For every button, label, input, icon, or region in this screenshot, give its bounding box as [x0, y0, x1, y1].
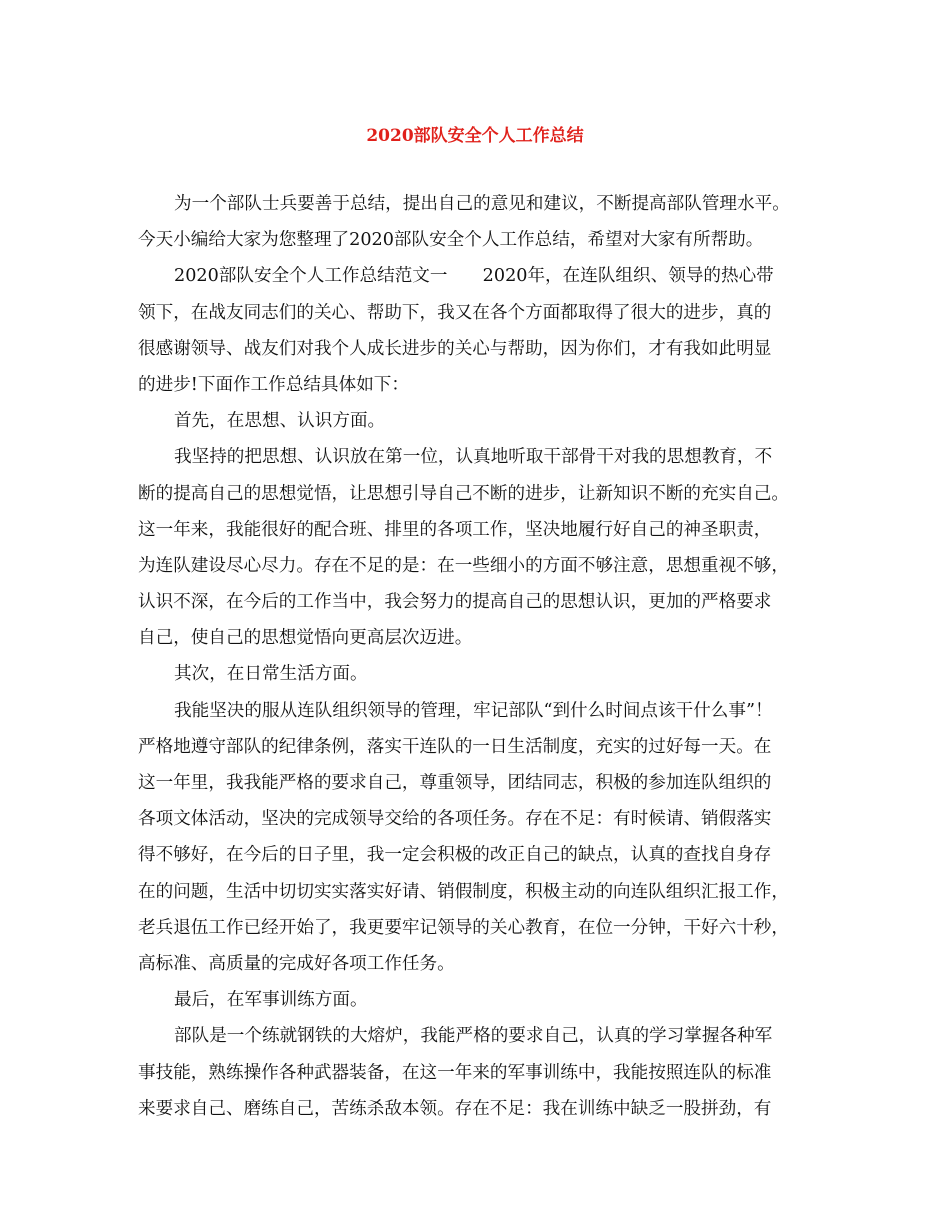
- body-line: 来要求自己、磨练自己，苦练杀敌本领。存在不足：我在训练中缺乏一股拼劲，有: [138, 1098, 772, 1119]
- body-line: 自己，使自己的思想觉悟向更高层次迈进。: [138, 628, 473, 649]
- body-line: 我能坚决的服从连队组织领导的管理，牢记部队“到什么时间点该干什么事”！: [174, 700, 773, 721]
- document-body: [138, 186, 828, 1127]
- body-line: 今天小编给大家为您整理了2020部队安全个人工作总结，希望对大家有所帮助。: [138, 230, 764, 251]
- body-line: 很感谢领导、战友们对我个人成长进步的关心与帮助，因为你们，才有我如此明显: [138, 338, 772, 359]
- body-line: 在的问题，生活中切切实实落实好请、销假制度，积极主动的向连队组织汇报工作，: [138, 881, 789, 902]
- body-line: 领下，在战友同志们的关心、帮助下，我又在各个方面都取得了很大的进步，真的: [138, 302, 772, 323]
- body-line: 高标准、高质量的完成好各项工作任务。: [138, 953, 455, 974]
- body-line: 各项文体活动，坚决的完成领导交给的各项任务。存在不足：有时候请、销假落实: [138, 809, 772, 830]
- body-line: 我坚持的把思想、认识放在第一位，认真地听取干部骨干对我的思想教育，不: [174, 447, 773, 468]
- body-line: 事技能，熟练操作各种武器装备，在这一年来的军事训练中，我能按照连队的标准: [138, 1062, 772, 1083]
- body-line: 其次，在日常生活方面。: [174, 664, 368, 685]
- body-line: 这一年里，我我能严格的要求自己，尊重领导，团结同志，积极的参加连队组织的: [138, 773, 772, 793]
- body-line: 部队是一个练就钢铁的大熔炉，我能严格的要求自己，认真的学习掌握各种军: [174, 1026, 773, 1047]
- body-line: 认识不深，在今后的工作当中，我会努力的提高自己的思想认识，更加的严格要求: [138, 592, 772, 613]
- body-line: 最后，在军事训练方面。: [174, 990, 368, 1011]
- body-line: 首先，在思想、认识方面。: [174, 411, 386, 432]
- body-line: 为一个部队士兵要善于总结，提出自己的意见和建议，不断提高部队管理水平。: [174, 194, 790, 214]
- body-line: 严格地遵守部队的纪律条例，落实干连队的一日生活制度，充实的过好每一天。在: [138, 736, 772, 757]
- body-line: 断的提高自己的思想觉悟，让思想引导自己不断的进步，让新知识不断的充实自己。: [138, 483, 789, 504]
- body-line: 老兵退伍工作已经开始了，我更要牢记领导的关心教育，在位一分钟，干好六十秒，: [138, 917, 789, 938]
- body-line: 2020部队安全个人工作总结范文一 2020年，在连队组织、领导的热心带: [174, 266, 774, 287]
- body-line: 的进步!下面作工作总结具体如下：: [138, 374, 409, 395]
- body-line: 这一年来，我能很好的配合班、排里的各项工作，坚决地履行好自己的神圣职责，: [138, 519, 772, 540]
- document-title: 2020部队安全个人工作总结: [366, 126, 584, 146]
- body-line: 为连队建设尽心尽力。存在不足的是：在一些细小的方面不够注意，思想重视不够，: [138, 555, 789, 576]
- body-line: 得不够好，在今后的日子里，我一定会积极的改正自己的缺点，认真的查找自身存: [138, 845, 772, 866]
